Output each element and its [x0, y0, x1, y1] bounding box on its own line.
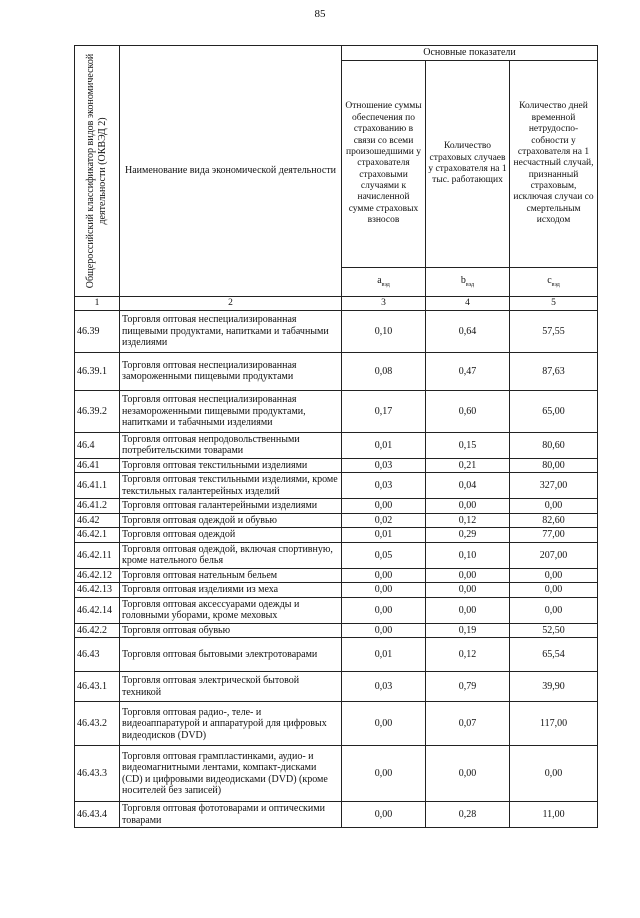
- indicator-b-symbol: $b_{вэд}$: [426, 268, 510, 297]
- value-c: 77,00: [510, 528, 598, 543]
- value-a: 0,00: [342, 583, 426, 598]
- value-b: 0,79: [426, 672, 510, 702]
- table-row: [75, 568, 598, 583]
- value-a: 0,03: [342, 473, 426, 499]
- okved-code: 46.43.1: [75, 672, 120, 702]
- value-a: 0,00: [342, 702, 426, 746]
- activity-name: Торговля оптовая нательным бельем: [120, 568, 342, 583]
- indicator-a-header: Отношение суммы обеспечения по страхованию в связи со всеми произошедшими у страхователя страховыми случаями к начисленной сумме страховых взносов: [342, 61, 426, 268]
- okved-code: 46.42.2: [75, 623, 120, 638]
- table-row: [75, 310, 598, 352]
- value-b: 0,21: [426, 458, 510, 473]
- okved-code: 46.41.1: [75, 473, 120, 499]
- activity-name: Торговля оптовая текстильными изделиями: [120, 458, 342, 473]
- activity-name: Торговля оптовая одеждой: [120, 528, 342, 543]
- indicator-c-symbol: $c_{вэд}$: [510, 268, 598, 297]
- value-a: 0,00: [342, 623, 426, 638]
- value-a: 0,00: [342, 746, 426, 802]
- value-b: 0,10: [426, 542, 510, 568]
- value-c: 0,00: [510, 499, 598, 514]
- table-row: [75, 352, 598, 390]
- okved-code: 46.39.1: [75, 352, 120, 390]
- value-a: 0,03: [342, 672, 426, 702]
- okved-code: 46.42.11: [75, 542, 120, 568]
- activity-name: Торговля оптовая неспециализированная незамороженными пищевыми продуктами, напитками и табачными изделиями: [120, 390, 342, 432]
- value-c: 80,00: [510, 458, 598, 473]
- value-b: 0,60: [426, 390, 510, 432]
- activity-name: Торговля оптовая электрической бытовой техникой: [120, 672, 342, 702]
- indicators-table: [74, 45, 598, 828]
- okved-code: 46.41: [75, 458, 120, 473]
- value-c: 11,00: [510, 802, 598, 828]
- value-a: 0,00: [342, 802, 426, 828]
- value-a: 0,10: [342, 310, 426, 352]
- value-a: 0,00: [342, 568, 426, 583]
- activity-name: Торговля оптовая одеждой и обувью: [120, 513, 342, 528]
- value-c: 0,00: [510, 746, 598, 802]
- value-b: 0,12: [426, 638, 510, 672]
- activity-name: Торговля оптовая фототоварами и оптическими товарами: [120, 802, 342, 828]
- okved-header: Общероссийский классификатор видов экономической деятельности (ОКВЭД 2): [85, 53, 108, 289]
- table-row: [75, 528, 598, 543]
- column-number: 1: [75, 297, 120, 311]
- table-row: [75, 623, 598, 638]
- activity-name: Торговля оптовая обувью: [120, 623, 342, 638]
- column-number: 3: [342, 297, 426, 311]
- value-b: 0,29: [426, 528, 510, 543]
- value-a: 0,02: [342, 513, 426, 528]
- okved-code: 46.4: [75, 432, 120, 458]
- indicator-b-header: Количество страховых случаев у страхователя на 1 тыс. работающих: [426, 61, 510, 268]
- value-b: 0,47: [426, 352, 510, 390]
- okved-code: 46.39: [75, 310, 120, 352]
- value-b: 0,00: [426, 499, 510, 514]
- table-row: [75, 473, 598, 499]
- value-c: 327,00: [510, 473, 598, 499]
- value-c: 0,00: [510, 583, 598, 598]
- table-row: [75, 638, 598, 672]
- activity-name: Торговля оптовая одеждой, включая спортивную, кроме нательного белья: [120, 542, 342, 568]
- activity-name: Торговля оптовая изделиями из меха: [120, 583, 342, 598]
- activity-name: Торговля оптовая галантерейными изделиями: [120, 499, 342, 514]
- okved-code: 46.41.2: [75, 499, 120, 514]
- okved-code: 46.43.3: [75, 746, 120, 802]
- table-row: [75, 672, 598, 702]
- okved-code: 46.39.2: [75, 390, 120, 432]
- value-b: 0,04: [426, 473, 510, 499]
- okved-code: 46.43.4: [75, 802, 120, 828]
- value-c: 207,00: [510, 542, 598, 568]
- value-a: 0,00: [342, 499, 426, 514]
- activity-name: Торговля оптовая радио-, теле- и видеоаппаратурой и аппаратурой для цифровых видеодисков (DVD): [120, 702, 342, 746]
- value-c: 87,63: [510, 352, 598, 390]
- okved-code: 46.42: [75, 513, 120, 528]
- value-c: 82,60: [510, 513, 598, 528]
- value-a: 0,17: [342, 390, 426, 432]
- value-a: 0,01: [342, 638, 426, 672]
- value-b: 0,00: [426, 746, 510, 802]
- value-a: 0,01: [342, 528, 426, 543]
- table-row: [75, 432, 598, 458]
- value-c: 57,55: [510, 310, 598, 352]
- activity-name: Торговля оптовая бытовыми электротоварами: [120, 638, 342, 672]
- value-c: 0,00: [510, 597, 598, 623]
- table-row: [75, 583, 598, 598]
- value-b: 0,00: [426, 568, 510, 583]
- value-c: 39,90: [510, 672, 598, 702]
- table-row: [75, 702, 598, 746]
- table-row: [75, 513, 598, 528]
- okved-code: 46.42.13: [75, 583, 120, 598]
- activity-name: Торговля оптовая непродовольственными потребительскими товарами: [120, 432, 342, 458]
- indicator-c-header: Количество дней временной нетрудоспо-собности у страхователя на 1 несчастный случай, признанный страховым, исключая случаи со смертельным исходом: [510, 61, 598, 268]
- value-b: 0,07: [426, 702, 510, 746]
- table-row: [75, 597, 598, 623]
- page-number: 85: [314, 8, 326, 20]
- table-row: [75, 499, 598, 514]
- activity-name: Торговля оптовая неспециализированная замороженными пищевыми продуктами: [120, 352, 342, 390]
- value-c: 52,50: [510, 623, 598, 638]
- value-b: 0,19: [426, 623, 510, 638]
- value-c: 0,00: [510, 568, 598, 583]
- value-a: 0,05: [342, 542, 426, 568]
- column-number: 5: [510, 297, 598, 311]
- okved-code: 46.43.2: [75, 702, 120, 746]
- column-numbers-row: [75, 297, 598, 311]
- value-a: 0,01: [342, 432, 426, 458]
- value-c: 80,60: [510, 432, 598, 458]
- value-c: 65,00: [510, 390, 598, 432]
- table-row: [75, 542, 598, 568]
- okved-code: 46.43: [75, 638, 120, 672]
- okved-code: 46.42.1: [75, 528, 120, 543]
- value-a: 0,03: [342, 458, 426, 473]
- value-b: 0,15: [426, 432, 510, 458]
- value-b: 0,00: [426, 597, 510, 623]
- value-b: 0,12: [426, 513, 510, 528]
- okved-code: 46.42.14: [75, 597, 120, 623]
- column-number: 4: [426, 297, 510, 311]
- value-a: 0,08: [342, 352, 426, 390]
- activity-name: Торговля оптовая текстильными изделиями, кроме текстильных галантерейных изделий: [120, 473, 342, 499]
- value-b: 0,00: [426, 583, 510, 598]
- value-b: 0,28: [426, 802, 510, 828]
- column-number: 2: [120, 297, 342, 311]
- activity-name-header: Наименование вида экономической деятельности: [120, 46, 342, 297]
- okved-code: 46.42.12: [75, 568, 120, 583]
- okved-header-cell: [75, 46, 120, 297]
- activity-name: Торговля оптовая грампластинками, аудио- и видеомагнитными лентами, компакт-дисками (CD) и цифровыми видеодисками (DVD) (кроме носителей без записей): [120, 746, 342, 802]
- value-b: 0,64: [426, 310, 510, 352]
- value-a: 0,00: [342, 597, 426, 623]
- table-row: [75, 746, 598, 802]
- table-row: [75, 802, 598, 828]
- table-row: [75, 390, 598, 432]
- value-c: 117,00: [510, 702, 598, 746]
- table-row: [75, 458, 598, 473]
- indicator-a-symbol: $a_{вэд}$: [342, 268, 426, 297]
- main-indicators-header: Основные показатели: [342, 46, 598, 61]
- value-c: 65,54: [510, 638, 598, 672]
- activity-name: Торговля оптовая неспециализированная пищевыми продуктами, напитками и табачными изделиями: [120, 310, 342, 352]
- activity-name: Торговля оптовая аксессуарами одежды и головными уборами, кроме меховых: [120, 597, 342, 623]
